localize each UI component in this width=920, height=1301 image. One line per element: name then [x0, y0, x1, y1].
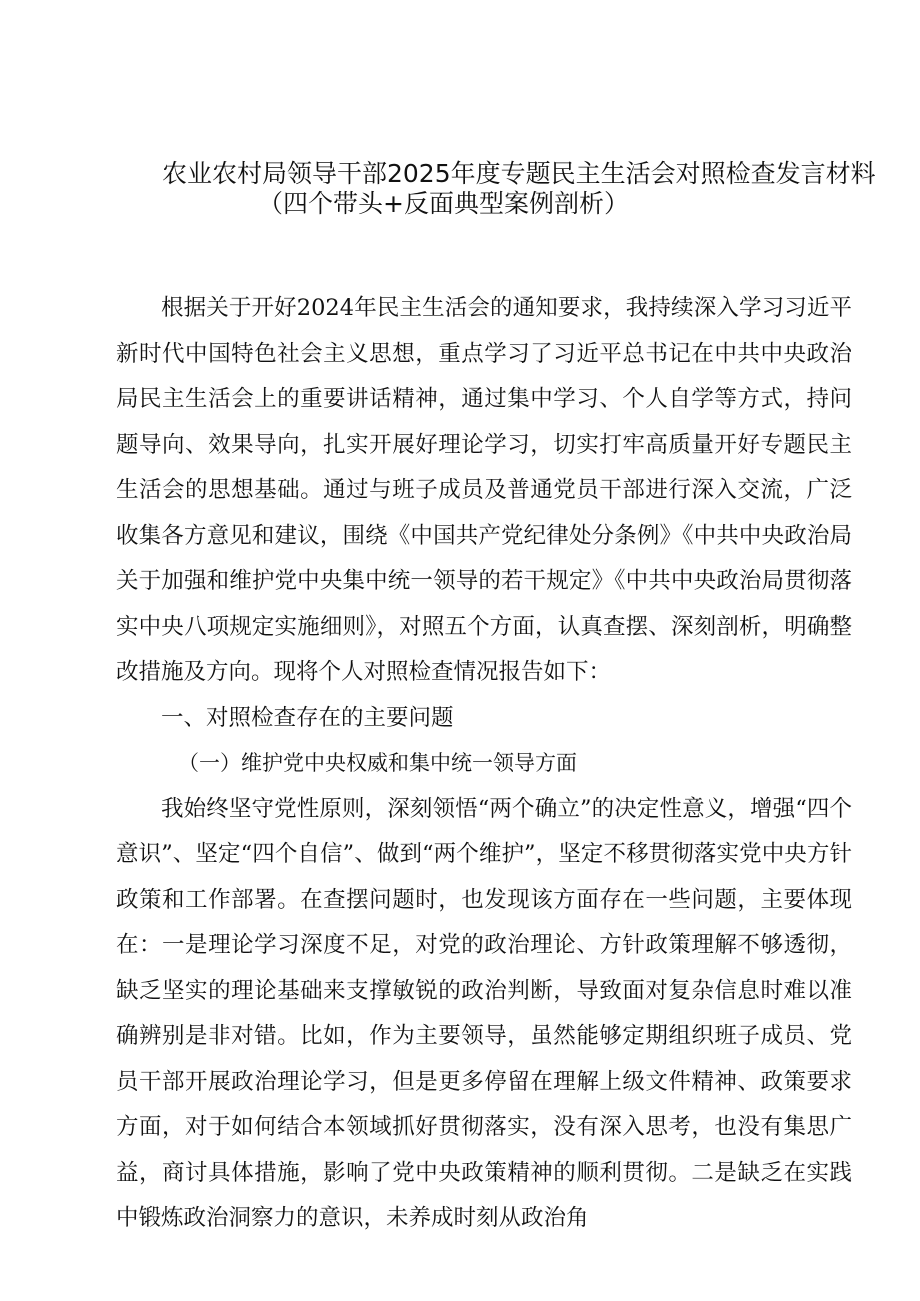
subsection-heading: （一）维护党中央权威和集中统一领导方面 — [178, 751, 577, 775]
title-subtitle: （四个带头+反面典型案例剖析） — [258, 189, 629, 218]
document-body — [116, 286, 852, 1242]
intro-paragraph: 根据关于开好2024年民主生活会的通知要求，我持续深入学习习近平新时代中国特色社会主义思想，重点学习了习近平总书记在中共中央政治局民主生活会上的重要讲话精神，通过集中学习、个人自学等方式，持问题导向、效果导向，扎实开展好理论学习，切实打牢高质量开好专题民主生活会的思想基础。通过与班子成员及普通党员干部进行深入交流，广泛收集各方意见和建议，围绕《中国共产党纪律处分条例》《中共中央政治局关于加强和维护党中央集中统一领导的若干规定》《中共中央政治局贯彻落实中央八项规定实施细则》，对照五个方面，认真查摆、深刻剖析，明确整改措施及方向。现将个人对照检查情况报告如下： — [116, 295, 852, 685]
subsection-paragraph: 我始终坚守党性原则，深刻领悟“两个确立”的决定性意义，增强“四个意识”、坚定“四个自信”、做到“两个维护”，坚定不移贯彻落实党中央方针政策和工作部署。在查摆问题时，也发现该方面存在一些问题，主要体现在：一是理论学习深度不足，对党的政治理论、方针政策理解不够透彻，缺乏坚实的理论基础来支撑敏锐的政治判断，导致面对复杂信息时难以准确辨别是非对错。比如，作为主要领导，虽然能够定期组织班子成员、党员干部开展政治理论学习，但是更多停留在理解上级文件精神、政策要求方面，对于如何结合本领域抓好贯彻落实，没有深入思考，也没有集思广益，商讨具体措施，影响了党中央政策精神的顺利贯彻。二是缺乏在实践中锻炼政治洞察力的意识，未养成时刻从政治角 — [116, 795, 852, 1231]
title-main: 农业农村局领导干部2025年度专题民主生活会对照检查发言材料 — [162, 159, 876, 188]
section-heading: 一、对照检查存在的主要问题 — [161, 704, 454, 731]
